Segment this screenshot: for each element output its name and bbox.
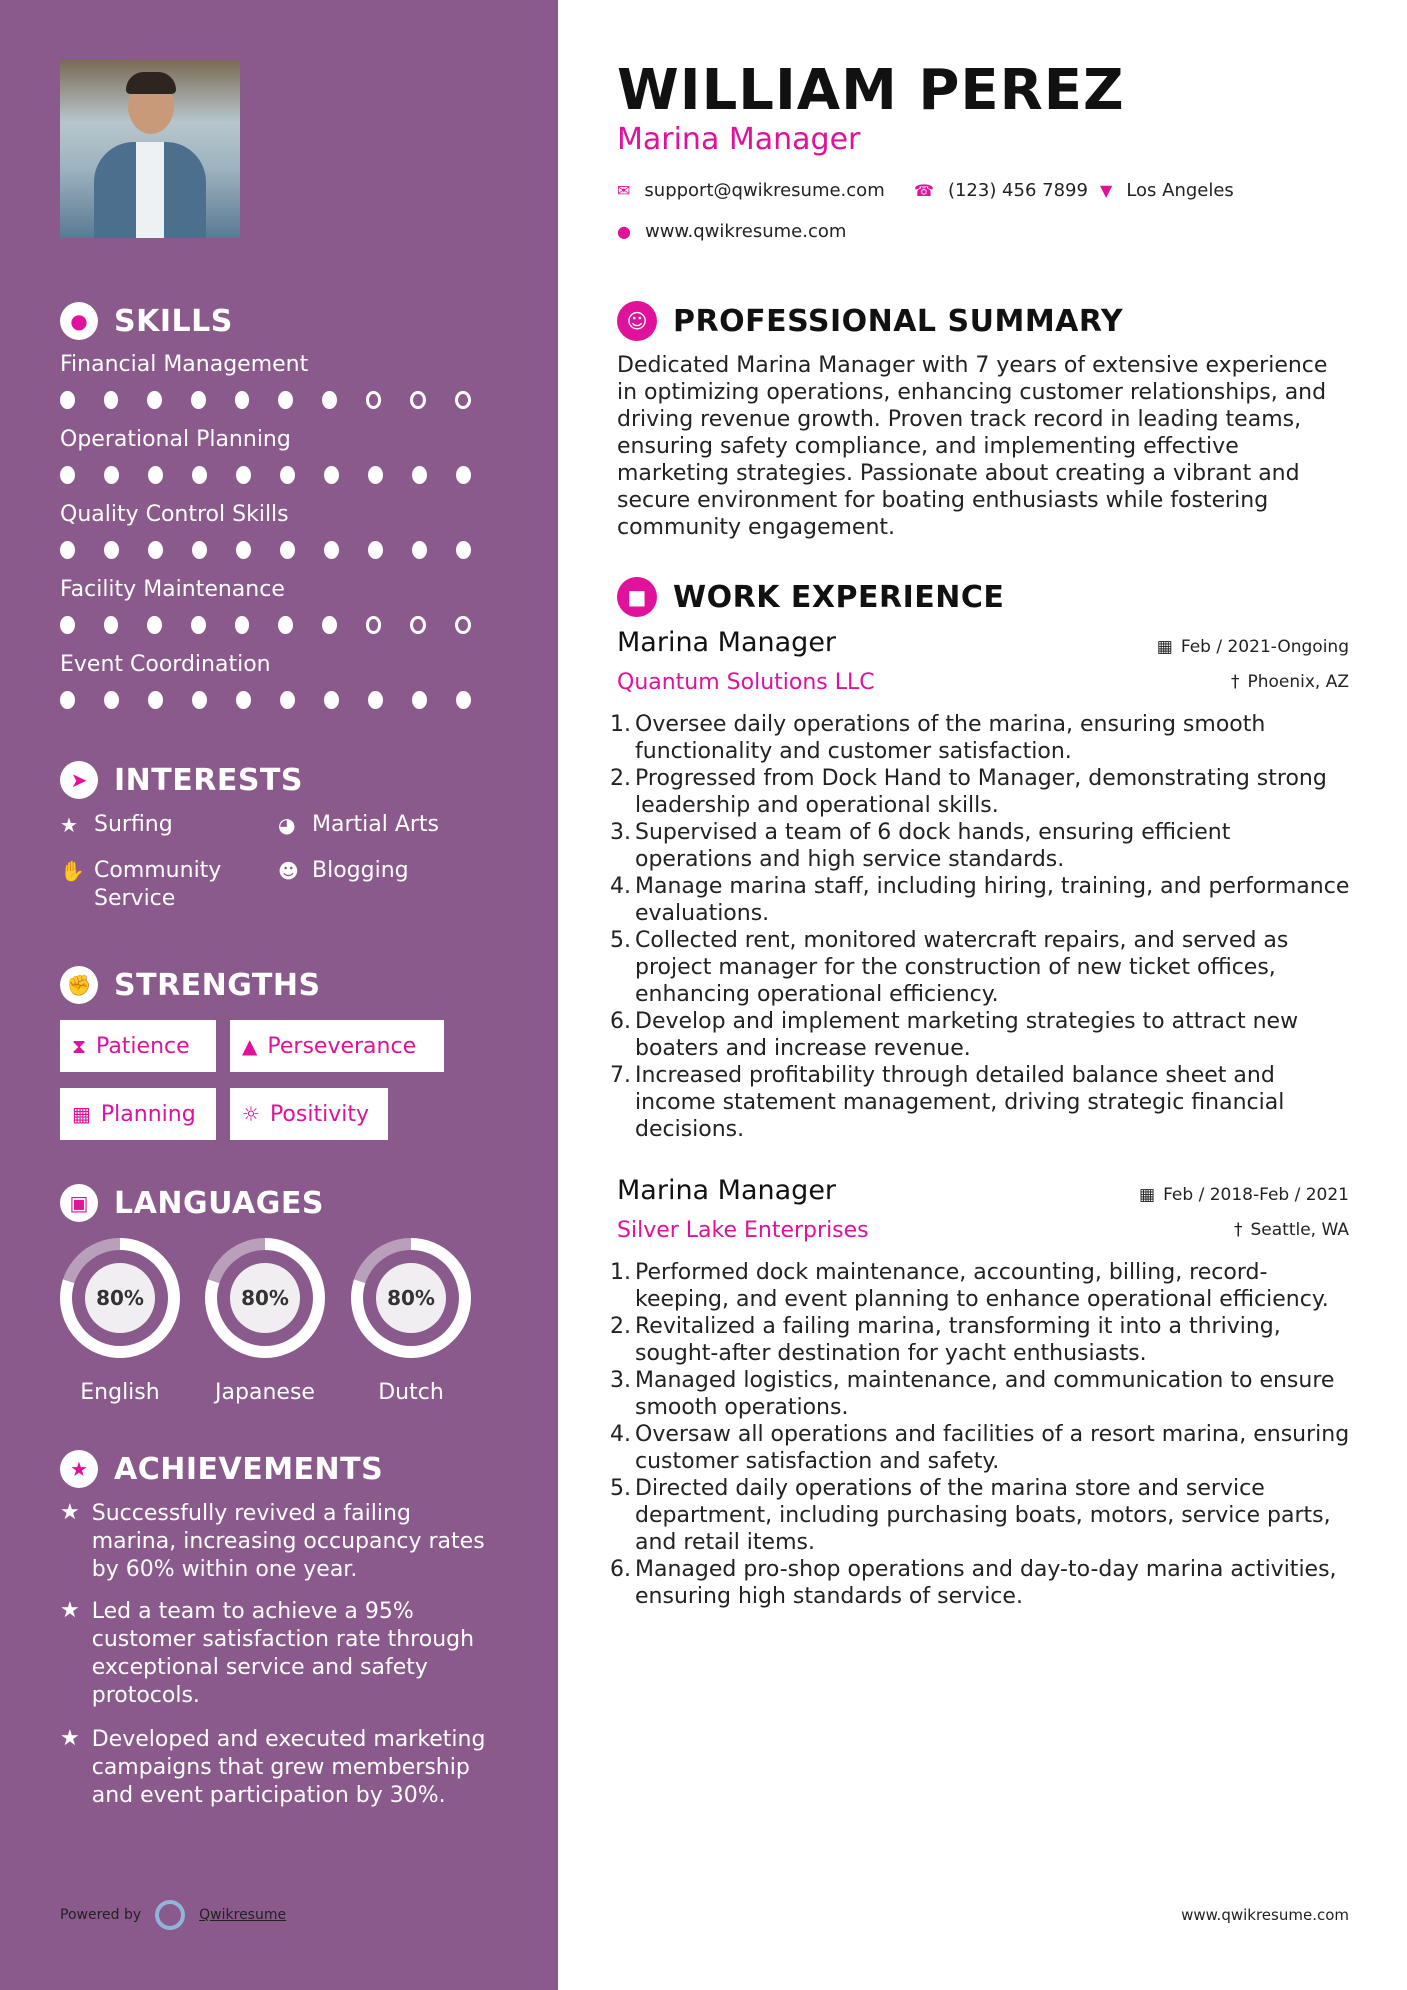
pin-icon: † (1234, 1220, 1243, 1240)
skill-name: Financial Management (60, 352, 309, 377)
summary-heading: ☺ PROFESSIONAL SUMMARY (617, 301, 1123, 341)
contact-phone[interactable]: ☎ (123) 456 7899 (914, 180, 1088, 201)
skill-item (60, 577, 500, 634)
skill-name: Event Coordination (60, 652, 271, 677)
rating-dot-filled (278, 391, 293, 409)
skill-item (60, 427, 500, 484)
star-badge-icon: ★ (60, 1450, 98, 1488)
rating-dot-filled (60, 541, 75, 559)
globe-icon: ◕ (278, 813, 296, 837)
job-title: Marina Manager (617, 1175, 837, 1206)
list-item: 6. Develop and implement marketing strategies to attract new boaters and increase revenue. (610, 1009, 1299, 1061)
sun-icon: ☼ (242, 1102, 260, 1126)
rating-dot-filled (60, 466, 75, 484)
achievement-item: ★ Led a team to achieve a 95% customer satisfaction rate through exceptional service and safety protocols. (60, 1598, 475, 1708)
summary-text: Dedicated Marina Manager with 7 years of extensive experience in optimizing operations, enhancing customer relationships, and driving revenue growth. Proven track record in leading teams, ensuring safety compliance, and implementing effective marketing strategies. Passionate about creating a vibrant and secure environment for boating enthusiasts while fostering community engagement. (617, 353, 1328, 540)
list-item: 2. Progressed from Dock Hand to Manager, demonstrating strong leadership and operational skills. (610, 766, 1327, 818)
rating-dot-filled (192, 466, 207, 484)
job-dates: ▦ Feb / 2021-Ongoing (1156, 637, 1349, 657)
rating-dot-empty (455, 391, 471, 409)
rating-dot-filled (236, 541, 251, 559)
rating-dot-filled (235, 391, 250, 409)
contact-location: ▼ Los Angeles (1100, 180, 1234, 201)
map-pin-icon: ▼ (1100, 181, 1113, 200)
interest-item: ◕ Martial Arts (278, 812, 440, 837)
pin-icon: † (1230, 672, 1240, 692)
list-item: 4. Manage marina staff, including hiring, training, and performance evaluations. (610, 874, 1350, 926)
rating-dot-filled (192, 691, 207, 709)
language-ring: 80% (351, 1238, 471, 1358)
job-title: Marina Manager (617, 627, 837, 658)
rating-dot-empty (366, 616, 382, 634)
list-item: 1. Oversee daily operations of the marina, ensuring smooth functionality and customer satisfaction. (610, 712, 1266, 764)
strength-badge: ▲ Perseverance (230, 1020, 444, 1072)
rating-dot-filled (236, 466, 251, 484)
rating-dot-filled (148, 541, 163, 559)
language-ring: 80% (60, 1238, 180, 1358)
experience-heading: ■ WORK EXPERIENCE (617, 577, 1004, 617)
rating-dot-filled (104, 466, 119, 484)
achievements-heading: ★ ACHIEVEMENTS (60, 1450, 383, 1488)
strength-badge: ⧗ Patience (60, 1020, 216, 1072)
rating-dot-filled (368, 541, 383, 559)
rating-dot-filled (412, 466, 427, 484)
envelope-icon: ✉ (617, 181, 631, 200)
rating-dot-filled (456, 466, 471, 484)
rating-dot-filled (147, 616, 162, 634)
rating-dot-filled (412, 691, 427, 709)
skill-name: Operational Planning (60, 427, 291, 452)
skill-rating (60, 616, 500, 634)
rating-dot-filled (148, 691, 163, 709)
interest-item: ★ Surfing (60, 812, 173, 837)
skill-name: Facility Maintenance (60, 577, 285, 602)
skill-rating (60, 541, 500, 559)
rating-dot-filled (280, 691, 295, 709)
list-item: 5. Collected rent, monitored watercraft repairs, and served as project manager for the construction of new ticket offices, enhancing operational efficiency. (610, 928, 1289, 1007)
job-location: † Seattle, WA (1234, 1220, 1349, 1240)
powered-by: Powered by Qwikresume (60, 1900, 286, 1930)
rating-dot-filled (368, 466, 383, 484)
skill-name: Quality Control Skills (60, 502, 289, 527)
user-icon: ☺ (617, 301, 657, 341)
languages-heading: ▣ LANGUAGES (60, 1184, 324, 1222)
shooting-star-icon: ★ (60, 1500, 80, 1525)
rating-dot-empty (410, 391, 426, 409)
rating-dot-filled (104, 616, 119, 634)
job-company: Silver Lake Enterprises (617, 1218, 869, 1243)
users-icon: ☻ (278, 859, 299, 883)
strength-badge: ☼ Positivity (230, 1088, 388, 1140)
job-location: † Phoenix, AZ (1230, 672, 1349, 692)
rating-dot-filled (60, 691, 75, 709)
rating-dot-filled (322, 616, 337, 634)
language-item: 80% English (60, 1238, 180, 1405)
list-item: 4. Oversaw all operations and facilities of a resort marina, ensuring customer satisfaction and safety. (610, 1422, 1350, 1474)
calendar-icon: ▦ (1156, 637, 1173, 657)
skill-rating (60, 466, 500, 484)
skill-rating (60, 391, 500, 409)
profile-photo (60, 60, 240, 238)
rating-dot-filled (235, 616, 250, 634)
skill-rating (60, 691, 500, 709)
strength-badge: ▦ Planning (60, 1088, 216, 1140)
rating-dot-filled (322, 391, 337, 409)
achievement-item: ★ Successfully revived a failing marina, increasing occupancy rates by 60% within one year. (60, 1500, 485, 1582)
list-item: 3. Supervised a team of 6 dock hands, ensuring efficient operations and high service standards. (610, 820, 1231, 872)
list-item: 1. Performed dock maintenance, accounting, billing, record-keeping, and event planning to enhance operational efficiency. (610, 1260, 1329, 1312)
skill-item (60, 502, 500, 559)
rating-dot-filled (148, 466, 163, 484)
list-item: 6. Managed pro-shop operations and day-to-day marina activities, ensuring high standards of service. (610, 1557, 1337, 1609)
rating-dot-filled (191, 616, 206, 634)
job-duties (610, 1259, 1350, 1610)
rating-dot-empty (366, 391, 382, 409)
rating-dot-filled (278, 616, 293, 634)
skills-heading: ● SKILLS (60, 302, 233, 340)
rating-dot-filled (280, 466, 295, 484)
rating-dot-filled (456, 541, 471, 559)
interest-item: ☻ Blogging (278, 858, 409, 883)
job-company: Quantum Solutions LLC (617, 670, 875, 695)
rating-dot-filled (368, 691, 383, 709)
rating-dot-filled (191, 391, 206, 409)
candidate-role: Marina Manager (617, 122, 861, 157)
rating-dot-empty (410, 616, 426, 634)
achievement-item: ★ Developed and executed marketing campaigns that grew membership and event participation by 30%. (60, 1726, 486, 1808)
interests-heading: ➤ INTERESTS (60, 761, 303, 799)
rating-dot-filled (104, 541, 119, 559)
rating-dot-filled (456, 691, 471, 709)
interest-item: ✋ Community Service (60, 858, 222, 911)
paper-plane-icon: ➤ (60, 761, 98, 799)
language-item: 80% Japanese (205, 1238, 325, 1405)
rating-dot-filled (104, 391, 119, 409)
contact-website[interactable]: ● www.qwikresume.com (617, 221, 847, 242)
star-icon: ★ (60, 813, 78, 837)
qwikresume-link[interactable]: Qwikresume (199, 1907, 287, 1923)
skill-item (60, 352, 500, 409)
language-item: 80% Dutch (351, 1238, 471, 1405)
hand-icon: ✋ (60, 859, 85, 883)
phone-icon: ☎ (914, 181, 934, 200)
list-item: 2. Revitalized a failing marina, transforming it into a thriving, sought-after destination for yacht enthusiasts. (610, 1314, 1281, 1366)
calendar-icon: ▦ (72, 1102, 91, 1126)
translate-icon: ▣ (60, 1184, 98, 1222)
rating-dot-filled (324, 691, 339, 709)
briefcase-icon: ■ (617, 577, 657, 617)
rating-dot-filled (324, 541, 339, 559)
qwikresume-logo-icon (155, 1900, 185, 1930)
sidebar (0, 0, 558, 1990)
shooting-star-icon: ★ (60, 1598, 80, 1623)
rating-dot-filled (192, 541, 207, 559)
road-icon: ▲ (242, 1034, 258, 1058)
rating-dot-filled (324, 466, 339, 484)
list-item: 3. Managed logistics, maintenance, and communication to ensure smooth operations. (610, 1368, 1335, 1420)
rating-dot-filled (147, 391, 162, 409)
lightbulb-icon: ● (60, 302, 98, 340)
rating-dot-filled (60, 391, 75, 409)
hourglass-icon: ⧗ (72, 1034, 87, 1058)
rating-dot-filled (104, 691, 119, 709)
fist-icon: ✊ (60, 966, 98, 1004)
contact-email[interactable]: ✉ support@qwikresume.com (617, 180, 885, 201)
strengths-heading: ✊ STRENGTHS (60, 966, 321, 1004)
rating-dot-empty (455, 616, 471, 634)
shooting-star-icon: ★ (60, 1726, 80, 1751)
rating-dot-filled (60, 616, 75, 634)
job-dates: ▦ Feb / 2018-Feb / 2021 (1139, 1185, 1349, 1205)
list-item: 5. Directed daily operations of the marina store and service department, including purchasing boats, motors, service parts, and retail items. (610, 1476, 1331, 1555)
rating-dot-filled (280, 541, 295, 559)
candidate-name: WILLIAM PEREZ (617, 58, 1125, 123)
language-ring: 80% (205, 1238, 325, 1358)
skill-item (60, 652, 500, 709)
rating-dot-filled (412, 541, 427, 559)
list-item: 7. Increased profitability through detailed balance sheet and income statement management, driving strategic financial decisions. (610, 1063, 1285, 1142)
calendar-icon: ▦ (1139, 1185, 1156, 1205)
footer-url[interactable]: www.qwikresume.com (1181, 1906, 1349, 1924)
globe-icon: ● (617, 222, 631, 241)
rating-dot-filled (236, 691, 251, 709)
job-duties (610, 711, 1350, 1143)
